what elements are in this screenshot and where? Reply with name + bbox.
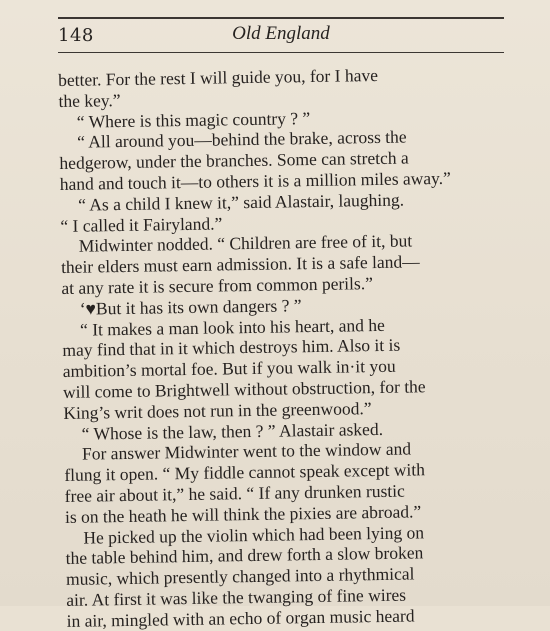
text-line: Midwinter nodded. “ Children are free of it, but — [78, 230, 413, 257]
text-line: hand and touch it—to others it is a million miles away.” — [59, 167, 451, 194]
text-line: free air about it,” he said. “ If any drunken rustic — [64, 480, 405, 506]
text-line: air. At first it was like the twanging of fine wires — [66, 584, 407, 610]
text-line: He picked up the violin which had been lying on — [83, 521, 425, 548]
text-line: flung it open. “ My fiddle cannot speak except with — [64, 459, 426, 486]
text-line: King’s writ does not run in the greenwood.” — [63, 397, 372, 423]
text-line: may find that in it which destroys him. Also it is — [62, 335, 401, 361]
text-line: will come to Brightwell without obstruction, for the — [62, 376, 426, 402]
text-line: “ It makes a man look into his heart, and he — [79, 314, 385, 340]
text-line: “ I called it Fairyland.” — [60, 213, 223, 236]
text-line: “ All around you—behind the brake, across the — [76, 126, 407, 153]
text-line: better. For the rest I will guide you, for I have — [58, 64, 379, 90]
text-line: at any rate it is secure from common perils.” — [61, 273, 374, 298]
page-header — [58, 22, 504, 50]
text-line: in air, mingled with an echo of organ music heard — [66, 605, 415, 631]
text-line: ambition’s mortal foe. But if you walk in·it you — [62, 355, 396, 382]
text-line: “ Where is this magic country ? ” — [76, 107, 311, 132]
text-line: their elders must earn admission. It is a safe land— — [60, 251, 420, 278]
text-line: ‘♥But it has its own dangers ? ” — [79, 294, 302, 319]
header-top-rule — [58, 17, 504, 19]
text-line: music, which presently changed into a rhythmical — [65, 563, 415, 590]
text-line: the key.” — [58, 89, 121, 111]
text-line: “ As a child I knew it,” said Alastair, laughing. — [77, 189, 405, 215]
page-number: 148 — [58, 25, 94, 46]
running-title: Old England — [232, 23, 330, 44]
text-line: hedgerow, under the branches. Some can stretch a — [59, 147, 409, 174]
text-line: For answer Midwinter went to the window and — [81, 438, 412, 465]
body-text — [58, 63, 531, 631]
text-line: “ Whose is the law, then ? ” Alastair asked. — [81, 418, 384, 444]
header-bottom-rule — [58, 52, 504, 53]
text-line: the table behind him, and drew forth a slow broken — [65, 542, 424, 569]
text-line: is on the heath he will think the pixies are abroad.” — [64, 501, 422, 527]
